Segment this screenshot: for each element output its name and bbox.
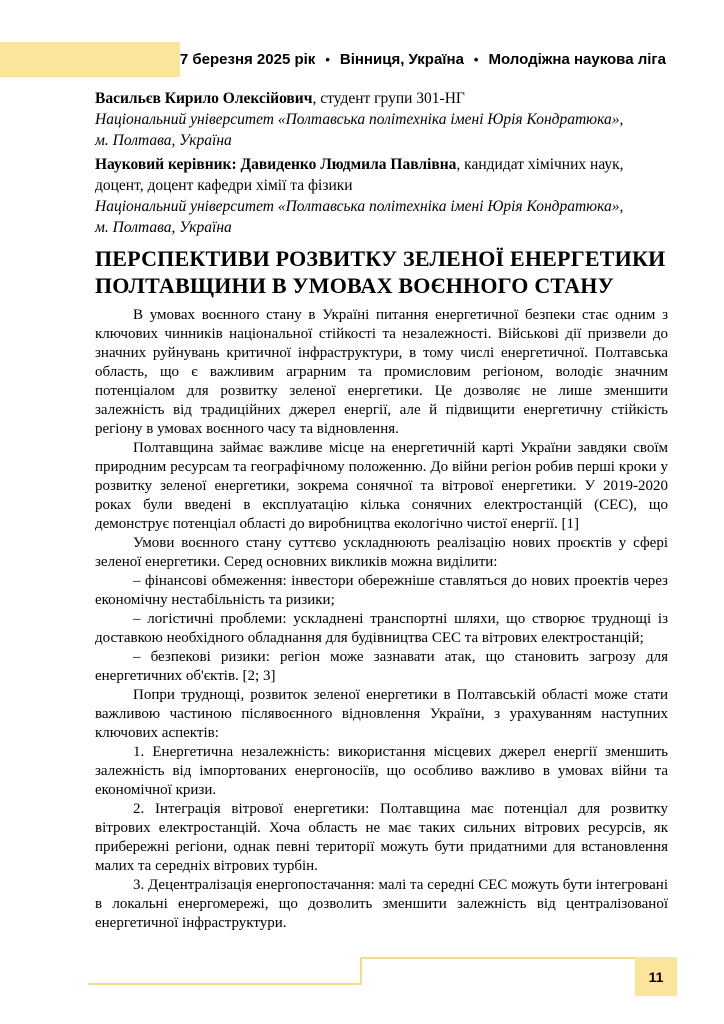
footer-rule-lower	[88, 983, 362, 985]
header-location: Вінниця, Україна	[339, 51, 464, 68]
page-number-badge	[635, 957, 677, 996]
author-affiliation-line2: м. Полтава, Україна	[95, 132, 232, 149]
header-text	[180, 42, 724, 77]
page-title-line1: ПЕРСПЕКТИВИ РОЗВИТКУ ЗЕЛЕНОЇ ЕНЕРГЕТИКИ	[95, 246, 666, 271]
page-title-line2: ПОЛТАВЩИНИ В УМОВАХ ВОЄННОГО СТАНУ	[95, 273, 614, 298]
author-role: , студент групи 301-НГ	[312, 90, 465, 107]
body-list-item-numbered: 3. Децентралізація енергопостачання: малі та середні СЕС можуть бути інтегровані в локальні енергомережі, що дозволить зменшити залежність від централізованої енергетичної інфраструктури.	[95, 877, 668, 931]
author-line	[95, 88, 668, 109]
supervisor-block	[95, 154, 668, 238]
supervisor-line	[95, 154, 668, 196]
footer-rule-step	[360, 957, 362, 985]
header-date: 7 березня 2025 рік	[179, 51, 316, 68]
content-column	[95, 88, 668, 933]
body-paragraph: Полтавщина займає важливе місце на енергетичній карті України завдяки своїм природним ресурсам та географічному положенню. До війни регіон робив перші кроки у розвитку зеленої енергетики, зокрема сонячної та вітрової енергетики. У 2019-2020 роках були введені в експлуатацію кілька сонячних електростанцій (СЕС), що демонструє потенціал області до виробництва екологічно чистої енергії. [1]	[95, 440, 668, 532]
body-paragraph: Попри труднощі, розвиток зеленої енергетики в Полтавській області може стати важливою частиною післявоєнного відновлення України, з урахуванням наступних ключових аспектів:	[95, 687, 668, 741]
author-block	[95, 88, 668, 151]
body-list-item-numbered: 1. Енергетична незалежність: використання місцевих джерел енергії зменшить залежність від імпортованих енергоносіїв, що особливо важливо в умовах війни та економічної кризи.	[95, 744, 668, 798]
bullet-separator-icon: •	[325, 52, 330, 67]
page-number: 11	[648, 968, 664, 985]
page-title	[95, 245, 668, 299]
body-list-item-dash: – безпекові ризики: регіон може зазнавати атак, що становить загрозу для енергетичних об'єктів. [2; 3]	[95, 649, 668, 684]
supervisor-affiliation-line1: Національний університет «Полтавська політехніка імені Юрія Кондратюка»,	[95, 198, 624, 215]
body-text	[95, 306, 668, 933]
author-affiliation-line1: Національний університет «Полтавська політехніка імені Юрія Кондратюка»,	[95, 111, 624, 128]
author-name: Васильєв Кирило Олексійович	[95, 90, 313, 107]
body-list-item-dash: – фінансові обмеження: інвестори обережніше ставляться до нових проектів через економічну нестабільність та ризики;	[95, 573, 668, 608]
header-yellow-block	[0, 42, 180, 77]
supervisor-name: Науковий керівник: Давиденко Людмила Павлівна	[95, 156, 457, 173]
footer-rule-upper	[360, 957, 637, 959]
body-paragraph: Умови воєнного стану суттєво ускладнюють реалізацію нових проєктів у сфері зеленої енергетики. Серед основних викликів можна виділити:	[95, 535, 668, 570]
supervisor-affiliation-line2: м. Полтава, Україна	[95, 219, 232, 236]
body-paragraph: В умовах воєнного стану в Україні питання енергетичної безпеки стає одним з ключових чинників національної стійкості та незалежності. Військові дії призвели до значних руйнувань критичної інфраструктури, в тому числі енергетичної. Полтавська область, що є важливим аграрним та промисловим регіоном, володіє значним потенціалом для розвитку зеленої енергетики. Це дозволяє не лише зменшити залежність від традиційних джерел енергії, але й підвищити енергетичну стійкість регіону в умовах воєнного часу та відновлення.	[95, 307, 668, 437]
bullet-separator-icon: •	[473, 52, 479, 67]
body-list-item-dash: – логістичні проблеми: ускладнені транспортні шляхи, що створює труднощі із доставкою необхідного обладнання для будівництва СЕС та вітрових електростанцій;	[95, 611, 668, 646]
page-header	[0, 42, 724, 77]
supervisor-role: , кандидат хімічних наук, доцент, доцент кафедри хімії та фізики	[95, 156, 624, 194]
body-list-item-numbered: 2. Інтеграція вітрової енергетики: Полтавщина має потенціал для розвитку вітрових електростанцій. Хоча область не має таких сильних вітрових ресурсів, як прибережні регіони, однак певні території можуть бути придатними для встановлення малих та середніх вітрових турбін.	[95, 801, 668, 874]
header-organization: Молодіжна наукова ліга	[488, 51, 666, 68]
